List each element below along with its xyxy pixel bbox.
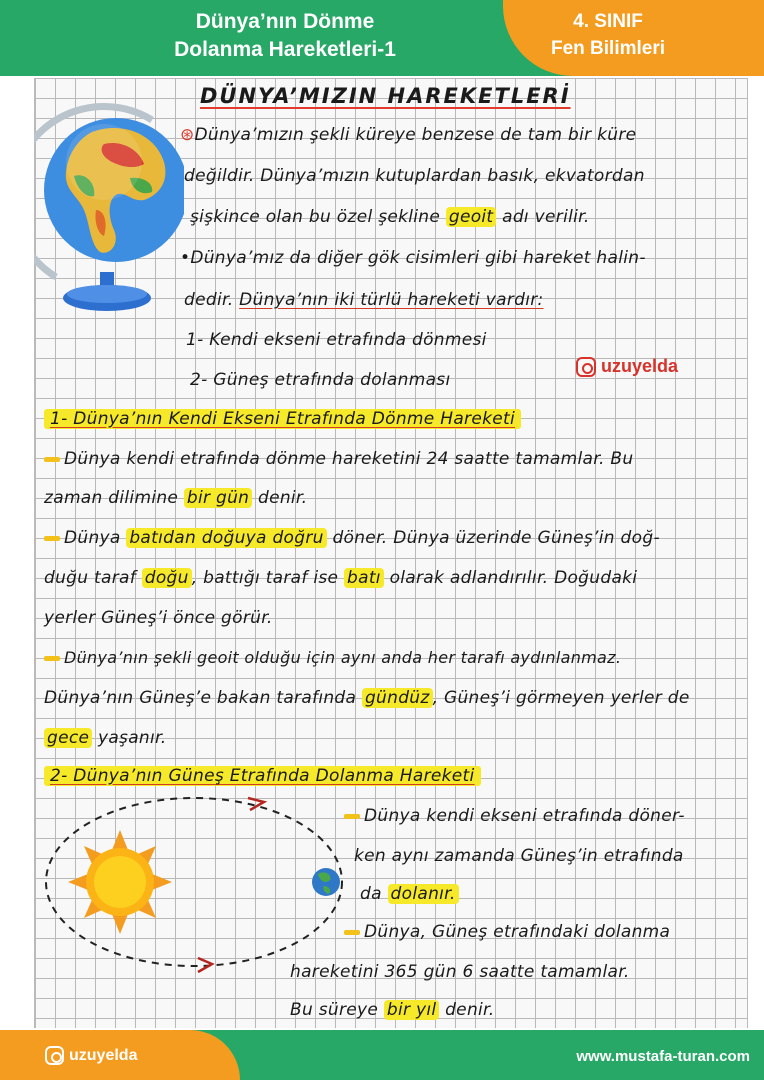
s1-p2-line-3: yerler Güneş’i önce görür. [44,608,273,628]
s2-p1-text-1: Dünya kendi ekseni etrafında döner- [364,806,685,826]
highlight-bir-gun: bir gün [184,488,252,508]
intro-line-3 [190,207,590,227]
s1-p1-text-2: zaman dilimine [44,488,179,508]
watermark-text: uzuyelda [601,356,679,376]
highlight-geoit: geoit [446,207,497,227]
s1-p2-text-3: duğu taraf [44,568,137,588]
bullet-icon [344,930,360,935]
motion-two-kinds: Dünya’nın iki türlü hareketi vardır: [239,290,544,310]
s1-p3-text-1: Dünya’nın şekli geoit olduğu için aynı anda her tarafı aydınlanmaz. [64,648,622,667]
watermark [576,356,678,377]
section2-heading [44,766,481,786]
s1-p3-text-2: Dünya’nın Güneş’e bakan tarafında [44,688,357,708]
page-title [120,8,450,64]
bullet-icon [44,656,60,661]
motion-line-2 [184,290,544,310]
motion-line-1: •Dünya’mız da diğer gök cisimleri gibi hareket halin- [180,248,646,268]
bullet-icon [44,536,60,541]
title-line-2: Dolanma Hareketleri-1 [174,38,396,61]
s1-p1-line-2 [44,488,307,508]
intro-line-1 [180,125,636,145]
s1-p1-text-3: denir. [257,488,308,508]
bullet-icon [344,814,360,819]
s2-p1-text-3: da [360,884,382,904]
s1-p2-text-2: döner. Dünya üzerinde Güneş’in doğ- [332,528,660,548]
bullet-icon [44,457,60,462]
s2-p1-line-1 [344,806,685,826]
section1-heading-text: 1- Dünya’nın Kendi Ekseni Etrafında Dönme Hareketi [44,409,521,429]
motion-text-2: dedir. [184,290,234,310]
footer-handle[interactable] [45,1046,137,1065]
grade: 4. SINIF [573,11,643,32]
s1-p2-text-5: olarak adlandırılır. Doğudaki [389,568,638,588]
s2-p2-line-1 [344,922,670,942]
s1-p1-text-1: Dünya kendi etrafında dönme hareketini 24 saatte tamamlar. Bu [64,449,634,469]
orbit-diagram [34,788,354,988]
section2-heading-text: 2- Dünya’nın Güneş Etrafında Dolanma Hareketi [44,766,481,786]
globe-image [34,92,184,314]
subject: Fen Bilimleri [550,38,666,59]
motion-item-2: 2- Güneş etrafında dolanması [190,370,451,390]
s2-p1-line-3 [360,884,459,904]
earth-icon [312,868,340,896]
s1-p2-line-2 [44,568,637,588]
s1-p2-line-1 [44,528,660,548]
sun-icon [68,830,172,934]
grade-label [508,8,708,62]
title-line-1: Dünya’nın Dönme [195,10,375,33]
s1-p1-line-1 [44,449,633,469]
s1-p3-line-2 [44,688,690,708]
highlight-bati: batı [344,568,384,588]
star-icon: ⊛ [180,125,195,145]
highlight-dogu: doğu [142,568,192,588]
s1-p3-text-3: , Güneş’i görmeyen yerler de [432,688,690,708]
s2-p1-line-2: ken aynı zamanda Güneş’in etrafında [354,846,684,866]
motion-item-1: 1- Kendi ekseni etrafında dönmesi [186,330,487,350]
intro-text-4: adı verilir. [502,207,590,227]
s2-p2-text-1: Dünya, Güneş etrafındaki dolanma [364,922,671,942]
highlight-bir-yil: bir yıl [384,1000,440,1020]
intro-text-1: Dünya’mızın şekli küreye benzese de tam bir küre [194,125,637,145]
s2-p2-line-2: hareketini 365 gün 6 saatte tamamlar. [290,962,630,982]
intro-text-3: şişkince olan bu özel şekline [190,207,441,227]
s2-p2-text-2: Bu süreye [290,1000,379,1020]
website-link[interactable]: www.mustafa-turan.com [576,1048,750,1065]
section1-heading [44,409,521,429]
s1-p3-line-1 [44,648,621,667]
s1-p3-text-4: yaşanır. [97,728,167,748]
s1-p2-text-4: , battığı taraf ise [191,568,339,588]
s1-p2-text-1: Dünya [64,528,121,548]
s1-p3-line-3 [44,728,166,748]
instagram-icon [45,1046,64,1065]
s2-p2-line-3 [290,1000,494,1020]
highlight-dolanir: dolanır. [388,884,459,904]
intro-line-2: değildir. Dünya’mızın kutuplardan basık, ekvatordan [184,166,645,186]
s2-p2-text-3: denir. [445,1000,495,1020]
footer-handle-text: uzuyelda [69,1046,138,1064]
highlight-direction: batıdan doğuya doğru [126,528,326,548]
highlight-gunduz: gündüz [362,688,433,708]
notes-title: DÜNYA’MIZIN HAREKETLERİ [200,84,571,108]
highlight-gece: gece [44,728,92,748]
instagram-icon [576,357,596,377]
